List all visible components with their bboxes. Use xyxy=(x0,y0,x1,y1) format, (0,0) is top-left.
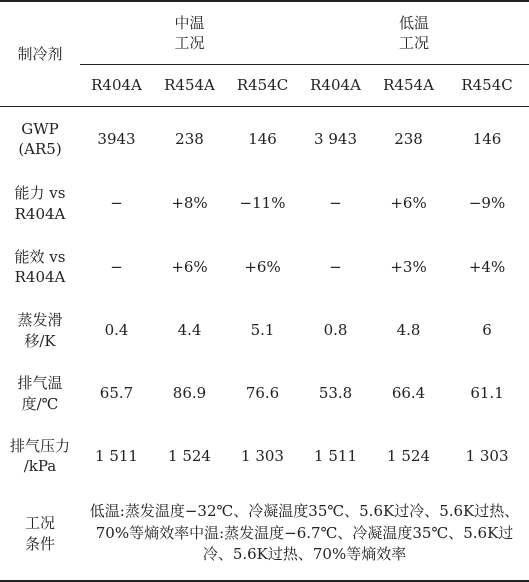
medium-temp-line1: 中温 xyxy=(174,13,205,32)
table-cell: − xyxy=(329,257,342,276)
table-cell: 5.1 xyxy=(250,321,275,340)
table-cell: 53.8 xyxy=(318,384,353,403)
table-cell: − xyxy=(329,194,342,213)
column-header: R454C xyxy=(226,64,299,106)
table-row-capacity xyxy=(0,172,529,235)
table-cell: 66.4 xyxy=(391,384,426,403)
medium-temp-group-header xyxy=(80,1,299,64)
row-label: 能效 vs R404A xyxy=(14,247,66,286)
column-header: R404A xyxy=(80,64,153,106)
table-cell: 146 xyxy=(472,130,502,149)
column-header: R404A xyxy=(299,64,372,106)
table-cell: 61.1 xyxy=(470,384,504,403)
table-cell: 1 511 xyxy=(314,446,357,465)
column-header: R454C xyxy=(445,64,529,106)
table-cell: 1 303 xyxy=(241,446,284,465)
table-cell: 0.4 xyxy=(104,321,129,340)
low-temp-line1: 低温 xyxy=(399,13,430,32)
table-cell: +8% xyxy=(171,194,208,213)
table-cell: − xyxy=(110,194,123,213)
table-cell: 4.8 xyxy=(396,321,421,340)
table-cell: 1 303 xyxy=(465,446,509,465)
row-label: 蒸发滑 移/K xyxy=(17,311,63,350)
table-cell: +3% xyxy=(390,257,427,276)
refrigerant-header-label: 制冷剂 xyxy=(17,44,63,63)
table-cell: 6 xyxy=(482,321,492,340)
table-cell: 238 xyxy=(175,130,204,149)
table-row-conditions xyxy=(0,487,529,581)
table-cell: 0.8 xyxy=(323,321,348,340)
refrigerant-header xyxy=(0,1,80,106)
table-row-efficiency xyxy=(0,235,529,299)
table-cell: 65.7 xyxy=(99,384,134,403)
table-cell: 1 511 xyxy=(95,446,138,465)
table-row-discharge-temp xyxy=(0,362,529,425)
table-cell: 238 xyxy=(394,130,423,149)
table-cell: +4% xyxy=(468,257,506,276)
table-cell: − xyxy=(110,257,123,276)
table-cell: 1 524 xyxy=(387,446,430,465)
table-cell: −11% xyxy=(239,194,286,213)
conditions-text: 低温:蒸发温度−32℃、冷凝温度35℃、5.6K过冷、5.6K过热、70%等熵效率中温:蒸发温度−6.7℃、冷凝温度35℃、5.6K过冷、5.6K过热、70%等熵效率 xyxy=(80,487,529,581)
column-header: R454A xyxy=(153,64,226,106)
row-label: 排气压力 /kPa xyxy=(9,436,70,475)
table-cell: 3943 xyxy=(97,130,136,149)
table-row-discharge-pressure xyxy=(0,425,529,487)
table-row-glide xyxy=(0,299,529,362)
medium-temp-line2: 工况 xyxy=(174,33,205,52)
table-cell: 146 xyxy=(248,130,277,149)
low-temp-group-header xyxy=(299,1,529,64)
table-cell: +6% xyxy=(171,257,208,276)
row-label: 能力 vs R404A xyxy=(14,184,66,223)
table-cell: +6% xyxy=(390,194,427,213)
row-label: 工况 条件 xyxy=(0,487,80,581)
row-label: GWP (AR5) xyxy=(18,120,62,159)
table-cell: 3 943 xyxy=(314,130,357,149)
low-temp-line2: 工况 xyxy=(399,33,430,52)
table-cell: 76.6 xyxy=(245,384,280,403)
table-row-gwp xyxy=(0,106,529,172)
table-cell: +6% xyxy=(244,257,281,276)
row-label: 排气温 度/℃ xyxy=(17,374,63,413)
column-header: R454A xyxy=(372,64,445,106)
table-cell: 1 524 xyxy=(168,446,211,465)
table-cell: 4.4 xyxy=(177,321,202,340)
table-cell: −9% xyxy=(468,194,506,213)
table-cell: 86.9 xyxy=(172,384,207,403)
